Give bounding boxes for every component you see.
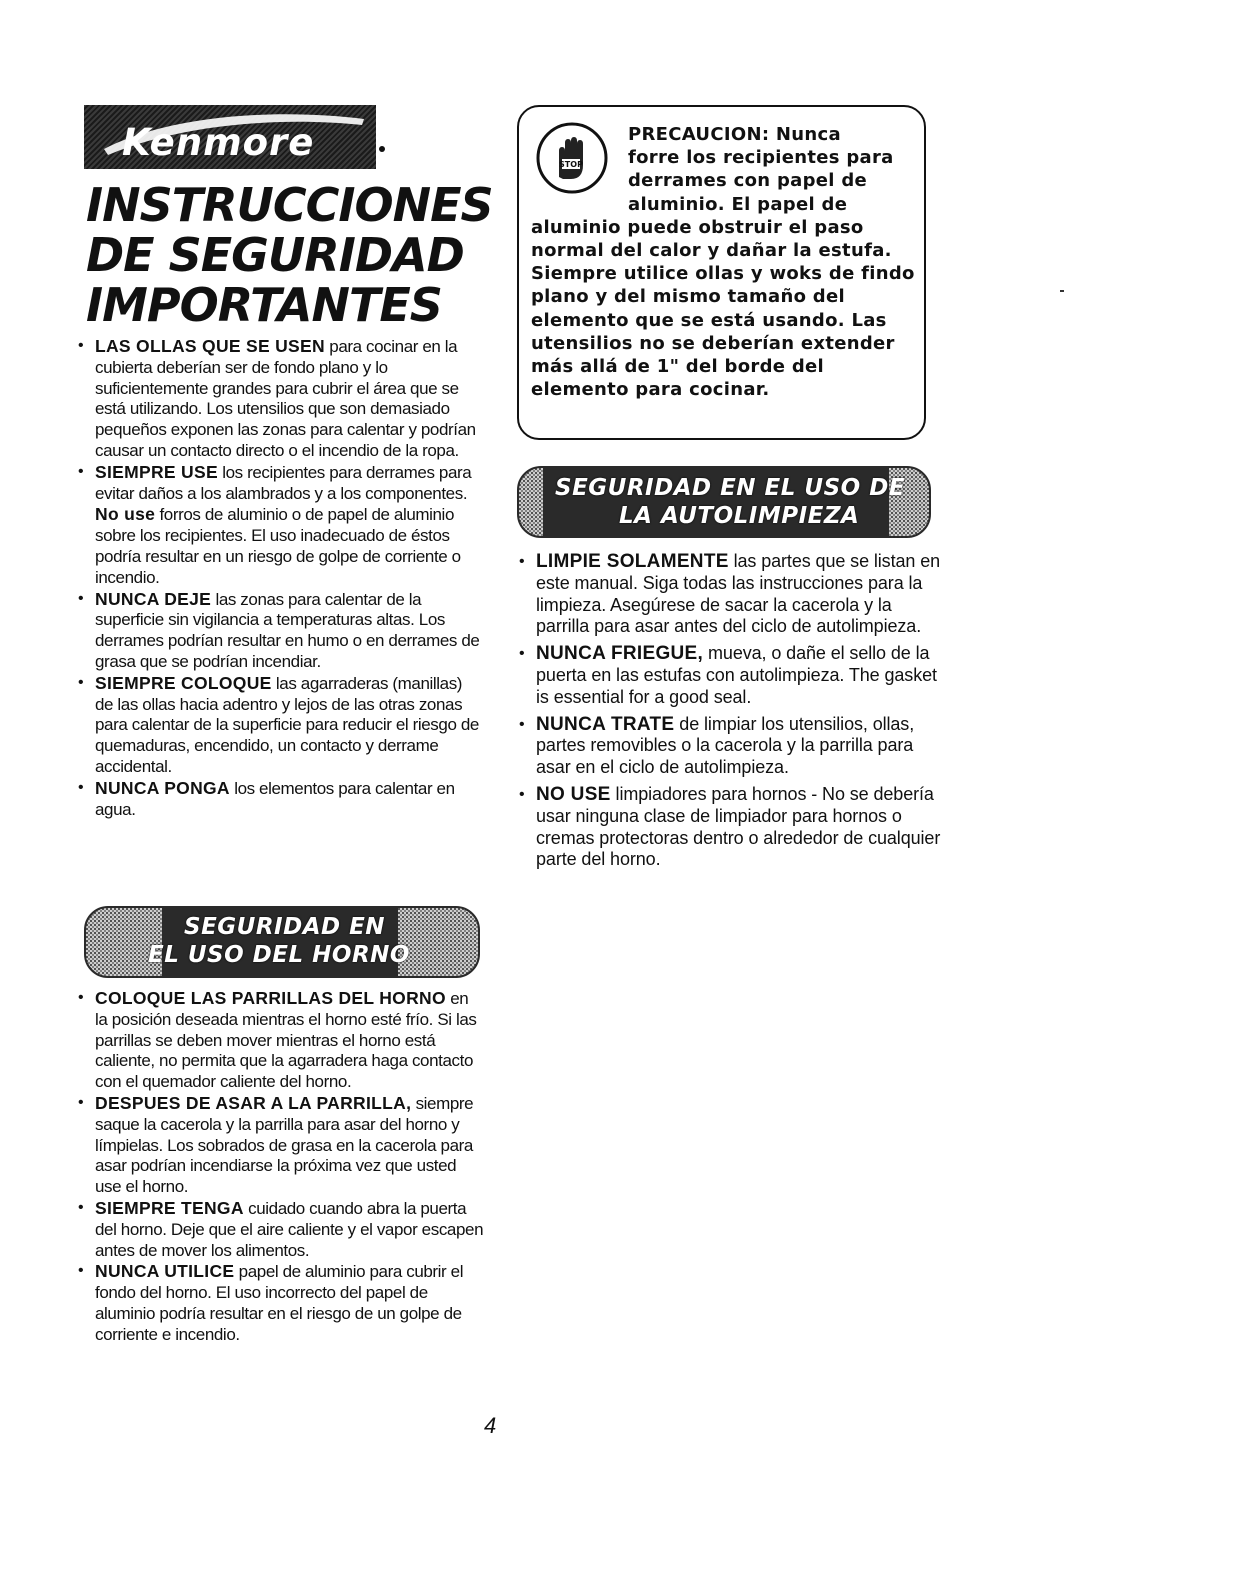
svg-text:STOP: STOP bbox=[559, 160, 583, 169]
bullet-icon: • bbox=[519, 553, 525, 570]
header-line-2: LA AUTOLIMPIEZA bbox=[619, 503, 860, 529]
list-item bbox=[78, 336, 484, 462]
item-text: los recipientes para derrames para evitar daños a los alambrados y a los componentes. bbox=[95, 462, 472, 503]
list-item bbox=[78, 1092, 484, 1198]
bullet-icon: • bbox=[519, 785, 525, 803]
self-clean-safety-header bbox=[517, 466, 931, 538]
bullet-icon: • bbox=[519, 645, 525, 663]
item-text: papel de aluminio para cubrir el fondo del horno. El uso incorrecto del papel de aluminio podría resultar en el riesgo de un golpe de corriente e incendio. bbox=[95, 1262, 464, 1344]
bullet-icon: • bbox=[78, 1093, 84, 1111]
item-lead: NO USE bbox=[536, 783, 611, 805]
bullet-icon: • bbox=[78, 462, 84, 480]
page-title bbox=[86, 178, 493, 332]
item-lead: NUNCA TRATE bbox=[536, 713, 675, 735]
list-item bbox=[78, 988, 484, 1093]
logo-text: Kenmore bbox=[122, 121, 315, 164]
bullet-icon: • bbox=[78, 1262, 84, 1280]
item-text: las agarraderas (manillas) de las ollas hacia adentro y lejos de las otras zonas para calentar de la superficie para reducir el riesgo de quemaduras, encendido, un contacto y derrame accidental. bbox=[95, 673, 479, 776]
item-text: mueva, o dañe el sello de la puerta en las estufas con autolimpieza. The gasket is essential for a good seal. bbox=[536, 643, 937, 707]
caution-line-2: forre los recipientes para bbox=[628, 147, 894, 169]
item-lead: SIEMPRE USE bbox=[95, 461, 218, 482]
item-lead: NUNCA UTILICE bbox=[95, 1261, 235, 1282]
item-text: cuidado cuando abra la puerta del horno. Deje que el aire caliente y el vapor escapen antes de mover los alimentos. bbox=[95, 1198, 484, 1260]
list-item bbox=[519, 783, 945, 871]
item-lead: LIMPIE SOLAMENTE bbox=[536, 551, 729, 572]
caution-line-3: derrames con papel de bbox=[628, 170, 868, 192]
bullet-icon: • bbox=[78, 778, 84, 796]
page-number: 4 bbox=[484, 1413, 497, 1438]
list-item bbox=[519, 643, 945, 708]
item-lead: NUNCA DEJE bbox=[95, 588, 212, 609]
list-item bbox=[78, 461, 484, 589]
item-lead: NUNCA FRIEGUE, bbox=[536, 643, 704, 665]
list-item bbox=[519, 713, 945, 779]
self-clean-safety-list bbox=[519, 551, 945, 871]
stray-mark bbox=[1060, 290, 1064, 292]
list-item bbox=[519, 551, 945, 638]
logo-registered-dot bbox=[379, 146, 385, 152]
caution-text bbox=[531, 123, 916, 401]
item-lead: SIEMPRE COLOQUE bbox=[95, 672, 272, 693]
bullet-icon: • bbox=[78, 589, 84, 607]
bullet-icon: • bbox=[78, 337, 84, 354]
item-text-secondary: forros de aluminio o de papel de aluminio sobre los recipientes. El uso inadecuado de éstos podría resultar en un riesgo de golpe de corriente o incendio. bbox=[95, 505, 461, 587]
bullet-icon: • bbox=[78, 989, 84, 1006]
item-text: para cocinar en la cubierta deberían ser de fondo plano y lo suficientemente grandes para cubrir el área que se está utilizando. Los utensilios que son demasiado pequeños exponen las zonas para calentar y podrían causar un contacto directo o el incendio de la ropa. bbox=[95, 337, 476, 460]
title-line-1: INSTRUCCIONES bbox=[86, 178, 493, 232]
item-lead: DESPUES DE ASAR A LA PARRILLA, bbox=[95, 1092, 412, 1113]
item-text: de limpiar los utensilios, ollas, partes removibles o la cacerola y la parrilla para asar en el ciclo de autolimpieza. bbox=[536, 713, 915, 778]
item-text: siempre saque la cacerola y la parrilla para asar del horno y límpielas. Los sobrados de grasa en la cacerola para asar podrían incendiarse la próxima vez que usted use el horno. bbox=[95, 1093, 474, 1197]
list-item bbox=[78, 588, 484, 673]
header-line-1: SEGURIDAD EN EL USO DE bbox=[555, 475, 906, 501]
item-lead: NUNCA PONGA bbox=[95, 777, 230, 798]
title-line-3: IMPORTANTES bbox=[86, 278, 442, 332]
title-line-2: DE SEGURIDAD bbox=[86, 228, 464, 282]
list-item bbox=[78, 672, 484, 778]
list-item bbox=[78, 777, 484, 821]
bullet-icon: • bbox=[78, 1198, 84, 1216]
caution-line-4: aluminio. El papel de bbox=[628, 193, 848, 215]
item-lead: LAS OLLAS QUE SE USEN bbox=[95, 336, 325, 356]
item-text: en la posición deseada mientras el horno esté frío. Si las parrillas se deben mover mientras el horno está caliente, no permita que la agarradera haga contacto con el quemador caliente del horno. bbox=[95, 989, 477, 1092]
list-item bbox=[78, 1197, 484, 1261]
item-text: los elementos para calentar en agua. bbox=[95, 778, 455, 819]
header-line-2: EL USO DEL HORNO bbox=[148, 942, 410, 968]
caution-box bbox=[517, 105, 926, 440]
item-lead: SIEMPRE TENGA bbox=[95, 1197, 244, 1218]
header-line-1: SEGURIDAD EN bbox=[184, 914, 386, 940]
cooktop-safety-list bbox=[78, 336, 484, 820]
oven-safety-header bbox=[84, 906, 480, 978]
item-lead: COLOQUE LAS PARRILLAS DEL HORNO bbox=[95, 988, 446, 1008]
kenmore-logo bbox=[84, 105, 376, 169]
item-lead-secondary: No use bbox=[95, 504, 156, 525]
bullet-icon: • bbox=[78, 673, 84, 691]
caution-body: aluminio puede obstruir el paso normal del calor y dañar la estufa. Siempre utilice ollas y woks de findo plano y del mismo tamaño del elemento que se está usando. Las utensilios no se deberían extender más allá de 1" del borde del elemento para cocinar. bbox=[531, 216, 915, 401]
item-text: limpiadores para hornos - No se debería usar ninguna clase de limpiador para hornos o cremas protectoras dentro o alrededor de cualquier parte del horno. bbox=[536, 783, 941, 870]
list-item bbox=[78, 1261, 484, 1345]
caution-label: PRECAUCION: Nunca bbox=[628, 124, 841, 145]
item-text: las partes que se listan en este manual. Siga todas las instrucciones para la limpieza. Asegúrese de sacar la cacerola y la parrilla para asar antes del ciclo de autolimpieza. bbox=[536, 551, 941, 637]
oven-safety-list bbox=[78, 988, 484, 1346]
item-text: las zonas para calentar de la superficie sin vigilancia a temperaturas altas. Los derrames podrían resultar en humo o en derrames de grasa que se podrían incendiar. bbox=[95, 589, 480, 671]
bullet-icon: • bbox=[519, 715, 525, 733]
